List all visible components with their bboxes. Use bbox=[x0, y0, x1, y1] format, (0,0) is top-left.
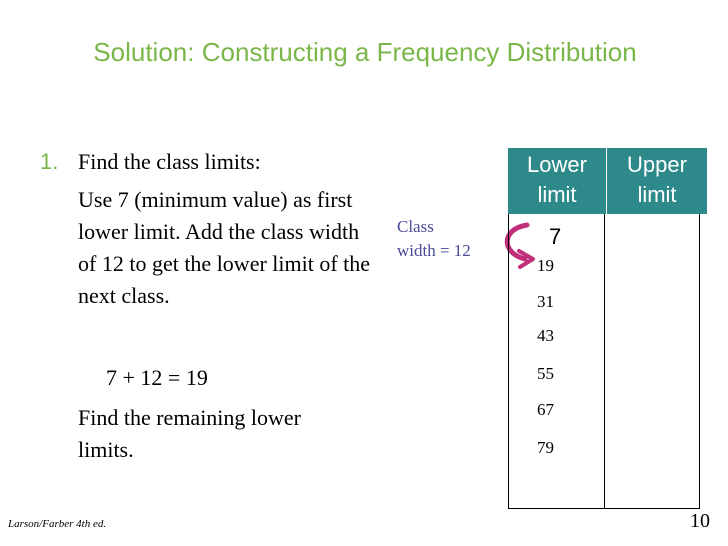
lower-limit-value: 55 bbox=[537, 364, 554, 383]
header-lower-limit: Lower limit bbox=[508, 148, 607, 214]
first-lower-limit: 7 bbox=[549, 224, 562, 249]
step-heading: Find the class limits: bbox=[78, 149, 261, 174]
step-paragraph-2: Find the remaining lower limits. bbox=[78, 405, 302, 462]
lower-limit-value: 31 bbox=[537, 292, 554, 311]
lower-limit-value: 43 bbox=[537, 326, 554, 345]
class-width-line-1: Class bbox=[397, 217, 434, 236]
frequency-table bbox=[508, 148, 707, 214]
lower-limit-value: 79 bbox=[537, 438, 554, 457]
page-number: 10 bbox=[690, 510, 710, 532]
step-paragraph-1: Use 7 (minimum value) as first lower limit. Add the class width of 12 to get the lower limit of the next class. bbox=[78, 187, 371, 308]
header-upper-limit: Upper limit bbox=[607, 148, 708, 214]
footer-citation: Larson/Farber 4th ed. bbox=[8, 518, 107, 530]
column-divider bbox=[604, 214, 605, 508]
class-width-annotation bbox=[397, 215, 471, 263]
class-width-line-2: width = 12 bbox=[397, 241, 471, 260]
step-equation: 7 + 12 = 19 bbox=[106, 365, 208, 390]
step-number: 1. bbox=[40, 149, 59, 174]
slide-title: Solution: Constructing a Frequency Distribution bbox=[93, 37, 637, 67]
lower-limit-value: 19 bbox=[537, 256, 554, 275]
lower-limit-value: 67 bbox=[537, 400, 554, 419]
